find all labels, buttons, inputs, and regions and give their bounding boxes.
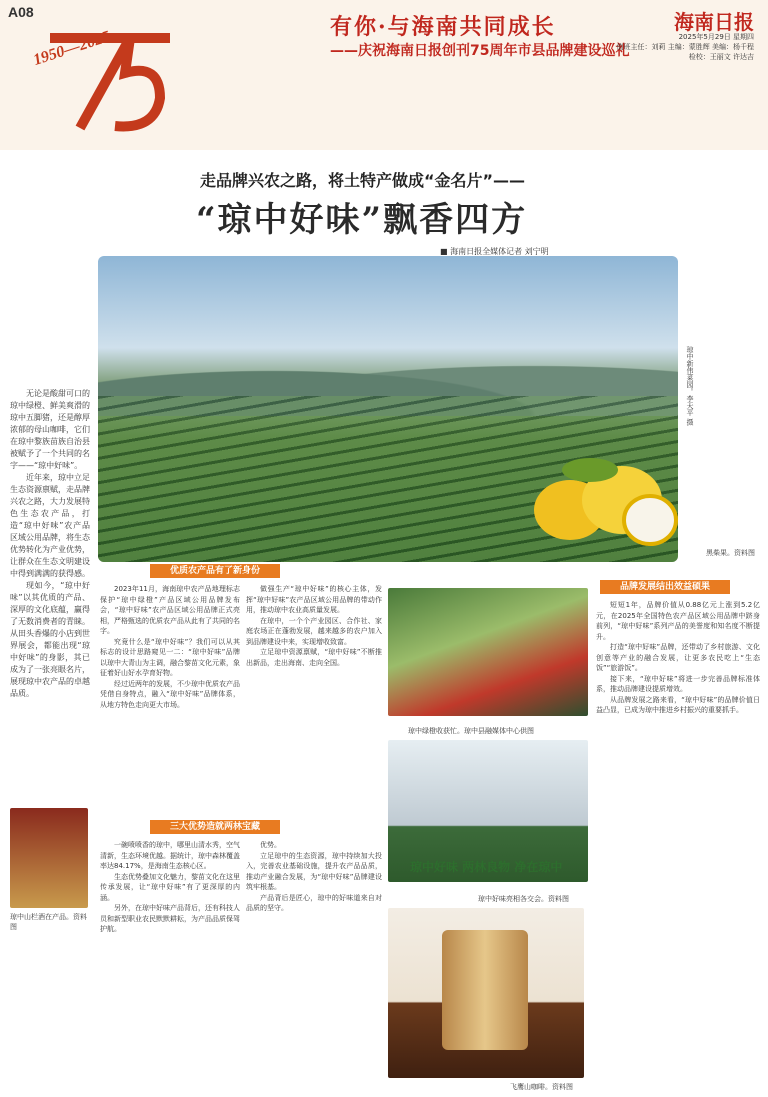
section-heading-2: 三大优势造就两林宝藏 [150, 820, 280, 834]
body-paragraph: 从品牌发展之路来看，“琼中好味”的品牌价值日益凸显，已成为琼中推进乡村振兴的重要抓手。 [596, 695, 760, 714]
issue-date: 2025年5月29日 星期四 [678, 33, 754, 41]
page-number: A08 [8, 4, 34, 20]
expo-caption: 琼中好味亮相各交会。资料图 [478, 895, 569, 903]
body-paragraph: 做强生产“琼中好味”的核心主体，发挥“琼中好味”农产品区域公用品牌的带动作用，推动琼中农业高质量发展。 [246, 585, 382, 614]
body-column-c [596, 600, 760, 1080]
article-kicker: 走品牌兴农之路，将土特产做成“金名片”—— [200, 171, 526, 190]
body-paragraph: 产品背后是匠心，琼中的好味道来自对品质的坚守。 [246, 893, 382, 912]
body-paragraph: 优势。 [260, 841, 281, 849]
intro-column [10, 388, 90, 700]
newspaper-masthead: 海南日报 [674, 10, 754, 34]
body-column-b2 [246, 840, 382, 1080]
fruit-caption: 黑柴果。资料图 [706, 549, 755, 557]
body-paragraph: 究竟什么是“琼中好味”？我们可以从其标志的设计思路窥见一二：“琼中好味”品牌以琼中大青山为主调，融合黎苗文化元素，象征着好山好水孕育好物。 [100, 637, 240, 677]
body-paragraph: 生态优势叠加文化魅力，黎苗文化在这里传承发展，让“琼中好味”有了更深厚的内涵。 [100, 872, 240, 902]
body-paragraph: 在琼中，一个个产业园区、合作社、家庭农场正在蓬勃发展，越来越多的农户加入到品牌建设中来，实现增收致富。 [246, 616, 382, 646]
coffee-caption: 飞鹰山咖啡。资料图 [510, 1083, 573, 1091]
harvest-caption: 琼中绿橙收获忙。琼中县融媒体中心供图 [408, 727, 534, 735]
body-paragraph: 打造“琼中好味”品牌，还带动了乡村旅游、文化创意等产业的融合发展，让更多农民吃上“生态饭”“旅游饭”。 [596, 643, 760, 672]
series-headline: 有你·与海南共同成长 [330, 14, 556, 40]
body-column-a2 [100, 840, 240, 1080]
body-paragraph: 一碗喷喷香的琼中，哪里山清水秀，空气清新，生态环境优越。据统计，琼中森林覆盖率达84.17%，是海南生态核心区。 [100, 841, 240, 870]
article-byline: ■ 海南日报全媒体记者 刘宁明 [440, 247, 549, 256]
body-paragraph: 立足琼中资源禀赋，“琼中好味”不断推出新品，走出海南、走向全国。 [246, 648, 382, 667]
article-title: “琼中好味”飘香四方 [196, 200, 528, 240]
hero-caption: 琼中新伟菜园。李天平 摄 [686, 346, 694, 426]
passion-fruit-photo [530, 440, 678, 550]
years-label: 1950—2025 [31, 28, 113, 69]
harvest-photo [388, 588, 588, 716]
series-subheadline: ——庆祝海南日报创刊75周年市县品牌建设巡礼 [330, 43, 630, 59]
page-header [0, 0, 768, 150]
section-heading-1: 优质农产品有了新身份 [150, 564, 280, 578]
body-paragraph: 短短1年，品牌价值从0.88亿元上涨到5.2亿元，在2025年全国特色农产品区域公用品牌中跻身前列，“琼中好味”系列产品的美誉度和知名度不断提升。 [596, 601, 760, 641]
intro-paragraph: 现如今，“琼中好味”以其优质的产品、深厚的文化底蕴，赢得了无数消费者的青睐。从田头香爆的小店到世界展会，都能出现“琼中好味”的身影，其已成为了一张亮眼名片，展现琼中农产品的卓越品质。 [10, 581, 90, 698]
editors-line: 值班主任：刘莉 主编：蒙胜辉 美编：杨千程 检校：王丽文 许达吉 [616, 43, 754, 61]
expo-sign-text: 琼中好味 两林良物 净在琼中 [410, 860, 563, 874]
body-paragraph: 经过近两年的发展，不少琼中优质农产品凭借自身特点，融入“琼中好味”品牌体系，从地方特色走向更大市场。 [100, 679, 240, 709]
section-heading-3: 品牌发展结出效益硕果 [600, 580, 730, 594]
bottle-caption: 琼中山栏酒在产品。资料图 [10, 913, 87, 931]
body-column-b [246, 584, 382, 810]
liquor-bottle-photo [10, 808, 88, 908]
body-paragraph: 另外，在琼中好味产品背后，还有科技人员和新型职业农民默默耕耘，为产品品质保驾护航。 [100, 904, 240, 933]
body-column-a [100, 584, 240, 810]
coffee-tin-shape [442, 930, 528, 1050]
intro-paragraph: 近年来，琼中立足生态资源禀赋，走品牌兴农之路，大力发展特色生态农产品，打造“琼中好味”农产品区域公用品牌，将生态优势转化为产业优势，让群众在生态文明建设中得到满满的获得感。 [10, 473, 90, 578]
intro-paragraph: 无论是酸甜可口的琼中绿橙、鲜美爽滑的琼中五脚猪，还是醇厚浓郁的母山咖啡，它们在琼中黎族苗族自治县被赋予了一个共同的名字——“琼中好味”。 [10, 389, 90, 470]
body-paragraph: 立足琼中的生态资源，琼中持续加大投入，完善农业基础设施，提升农产品品质，推动产业融合发展，为“琼中好味”品牌建设筑牢根基。 [246, 851, 382, 891]
body-paragraph: 接下来，“琼中好味”将进一步完善品牌标准体系，推动品牌建设提质增效。 [596, 674, 760, 693]
body-paragraph: 2023年11月，海南琼中农产品地理标志保护“琼中绿橙”产品区域公用品牌发布会，“琼中好味”农产品区域公用品牌正式亮相，严格甄选的优质农产品从此有了共同的名字。 [100, 585, 240, 635]
